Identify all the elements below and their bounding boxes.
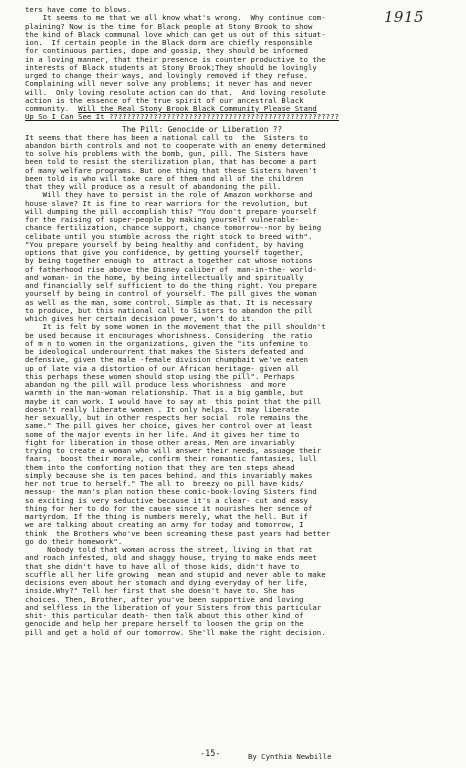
text-line: house slave? It is fine to rear warriors for the revolution, but [25,199,308,208]
text-line: will. Only loving resolute action can do that. And loving resolute [25,88,326,97]
text-line: It is felt by some women in the movement that the pill shouldn't [25,323,326,332]
text-line: martyrdom. If the thing is numbers merely, what the hell. But if [25,513,308,521]
article-title-text: The Pill: Genocide or Liberation ?? [122,124,283,134]
text-line: Complaining will never solve any problems; it never has and never [25,80,313,89]
text-line: that she didn't have to have all of those kids, didn't have to [25,562,300,571]
text-line: It seems that there has been a national call to the Sisters to [25,133,308,142]
text-line: think the Brothers who've been screaming these past years had better [25,529,331,538]
text-line: urged to change their ways, and lovingly removed if they refuse. [25,72,308,80]
text-line: pill and get a hold of our tomorrow. She'll make the right decision. [25,628,326,637]
text-line: messup- the man's plan notion these comic-book-loving Sisters find [25,488,317,497]
text-line: ion. If certain people in the Black dorm are chiefly responsible [25,39,313,47]
text-line: faars, boost their morale, confirm their romantic fantasies, lull [25,455,317,464]
text-line: of many welfare programs. But one thing that these Sisters haven't [25,166,317,175]
text-line: so exciting is very seductive because it's a clear- cut and easy [25,496,308,505]
text-line: her not true to herself." The all to breezy no pill have kids/ [25,480,304,488]
text-line: go do their homework". [25,537,123,546]
underlined-closing-line [25,105,445,113]
text-line: maybe it can work. I would have to say at this point that the pill [25,397,322,406]
text-line: been told to resist the sterilization plan, that has become a part [25,158,317,167]
text-line: doesn't really liberate women . It only helps. It may liberate [25,405,300,414]
text-line: yourself by being in control of yourself. The pill gives the woman [25,290,317,299]
text-line: them into the comforting notion that they are ten steps ahead [25,463,295,472]
text-line: be ideological underourrent that makes the Sisters defeated and [25,348,304,356]
text-line: defensive, given the male -female division chumpbait we've eaten [25,356,308,365]
text-line: thing for her to do for the cause since it nourishes her sence of [25,504,313,513]
text-line: abandon ng the pill will produce less whorishness and more [25,381,286,389]
text-line: this perhaps these women should stop using the pill". Perhaps [25,372,295,381]
text-line: which gives her certain decision power, won't do it. [25,315,255,323]
text-line: for the raising of super-people by making yourself vulnerable- [25,216,300,224]
text-line: chance fertilization, chance support, chance tomorrow--nor by being [25,224,322,233]
text-line: and financially self sufficient to do the thing right. You prepare [25,282,317,290]
author-byline: By Cynthia Newbille [248,752,332,761]
text-line: plaining? Now is the time for Black people at Stony Brook to show [25,22,313,31]
text-line: simply because she is ten paces behind. and this invariably makes [25,471,313,480]
text-line: interests of Black students at Stony Brook;They should be lovingly [25,63,317,72]
text-line: will dumping the pill accomplish this? "You don't prepare yourself [25,207,317,216]
text-line: genocide and help her prepare herself to loosen the grip on the [25,620,304,629]
text-line: decisions even about her stomach and dying everyday of her life, [25,579,308,587]
text-line: Nobody told that woman across the street, living in that rat [25,546,313,554]
text-line: scuffle all her life growing mean and stupid and never able to make [25,570,326,579]
page-footer [0,749,466,763]
article-body [25,134,445,637]
text-line: warmth in the man-woman relationship. That is a big gamble, but [25,389,304,398]
text-line: shit- this particular death- then talk about this other kind of [25,612,304,620]
text-line: that they will produce as a result of abandoning the pill. [25,183,282,191]
text-line: and woman- in the home, by being intellectually and spiritually [25,273,304,282]
text-line: inside.Why?" Tell her first that she doesn't have to. She has [25,587,295,596]
text-line: fight for liberation in those other areas. Men are invariably [25,438,295,447]
text-line: action is the essence of the true spirit of our ancestral Black [25,96,304,105]
text-line: "You prepare yourself by being healthy and confident, by having [25,240,304,249]
text-line: be used because it encourages whorishness. Considering the ratio [25,331,313,340]
previous-article-ending [25,6,445,105]
article-title [25,125,445,134]
footer-page-number: -15- [200,749,221,759]
question-marks-line: Up So I Can See It ???????????????????????????????????????????????????? [25,113,339,122]
text-line: same." The pill gives her choice, gives her control over at least [25,422,313,431]
text-line: to produce, but this national call to Sisters to abandon the pill [25,306,313,315]
text-line: Will they have to persist in the role of Amazon workhorse and [25,191,313,200]
text-line: in a loving manner, that their presence is counter productive to the [25,55,326,64]
text-line: been told is who will take care of them and all of the children [25,174,304,183]
text-line: up of late via a distortion of our African heritage- given all [25,364,300,373]
text-line: ters have come to blows. [25,6,132,14]
text-line: choices. Then, Brother, after you've been supportive and loving [25,595,304,604]
text-line: to solve his problems with the bomb, gun, pill. The Sisters have [25,150,308,158]
text-column [25,6,445,637]
text-line: for continuous parties, dope and gossip, they should be informed [25,47,308,56]
closing-line-underlined: Will the Real Stony Brook Black Community Please Stand [78,105,317,113]
handwritten-page-number: 1915 [383,8,424,26]
text-line: options that give you confidence, by getting yourself together, [25,249,304,257]
text-line: some of the major events in her life. And it gives her time to [25,430,300,439]
text-line: abandon birth controls and not to cooperate with an enemy determined [25,141,326,150]
closing-line-prefix: community. [25,105,79,113]
text-line: her sexually, but in other respects her social role remains the [25,414,308,422]
text-line: by being together enough to attract a together cat whose notions [25,257,313,266]
text-line: of m n to women in the organizations, given the "its unfemine to [25,339,308,348]
text-line: we are talking about creating an army for today and tomorrow, I [25,521,304,530]
text-line: of fatherhood rise above the Disney caliber of man-in-the- world- [25,265,317,274]
text-line: trying to create a woman who will answer their needs, assuage their [25,447,322,455]
text-line: celibate until you stumble across the right stock to breed with". [25,232,313,241]
text-line: and selfless in the liberation of your Sisters from this particular [25,603,322,612]
text-line: as well as the man, some control. Simple as that. It is necessary [25,298,313,307]
text-line: and roach infested, old and shaggy house, trying to make ends meet [25,554,317,563]
text-line: the kind of Black communal love which can get us out of this situat- [25,30,326,39]
text-line: It seems to me that we all know what's wrong. Why continue com- [25,14,326,23]
